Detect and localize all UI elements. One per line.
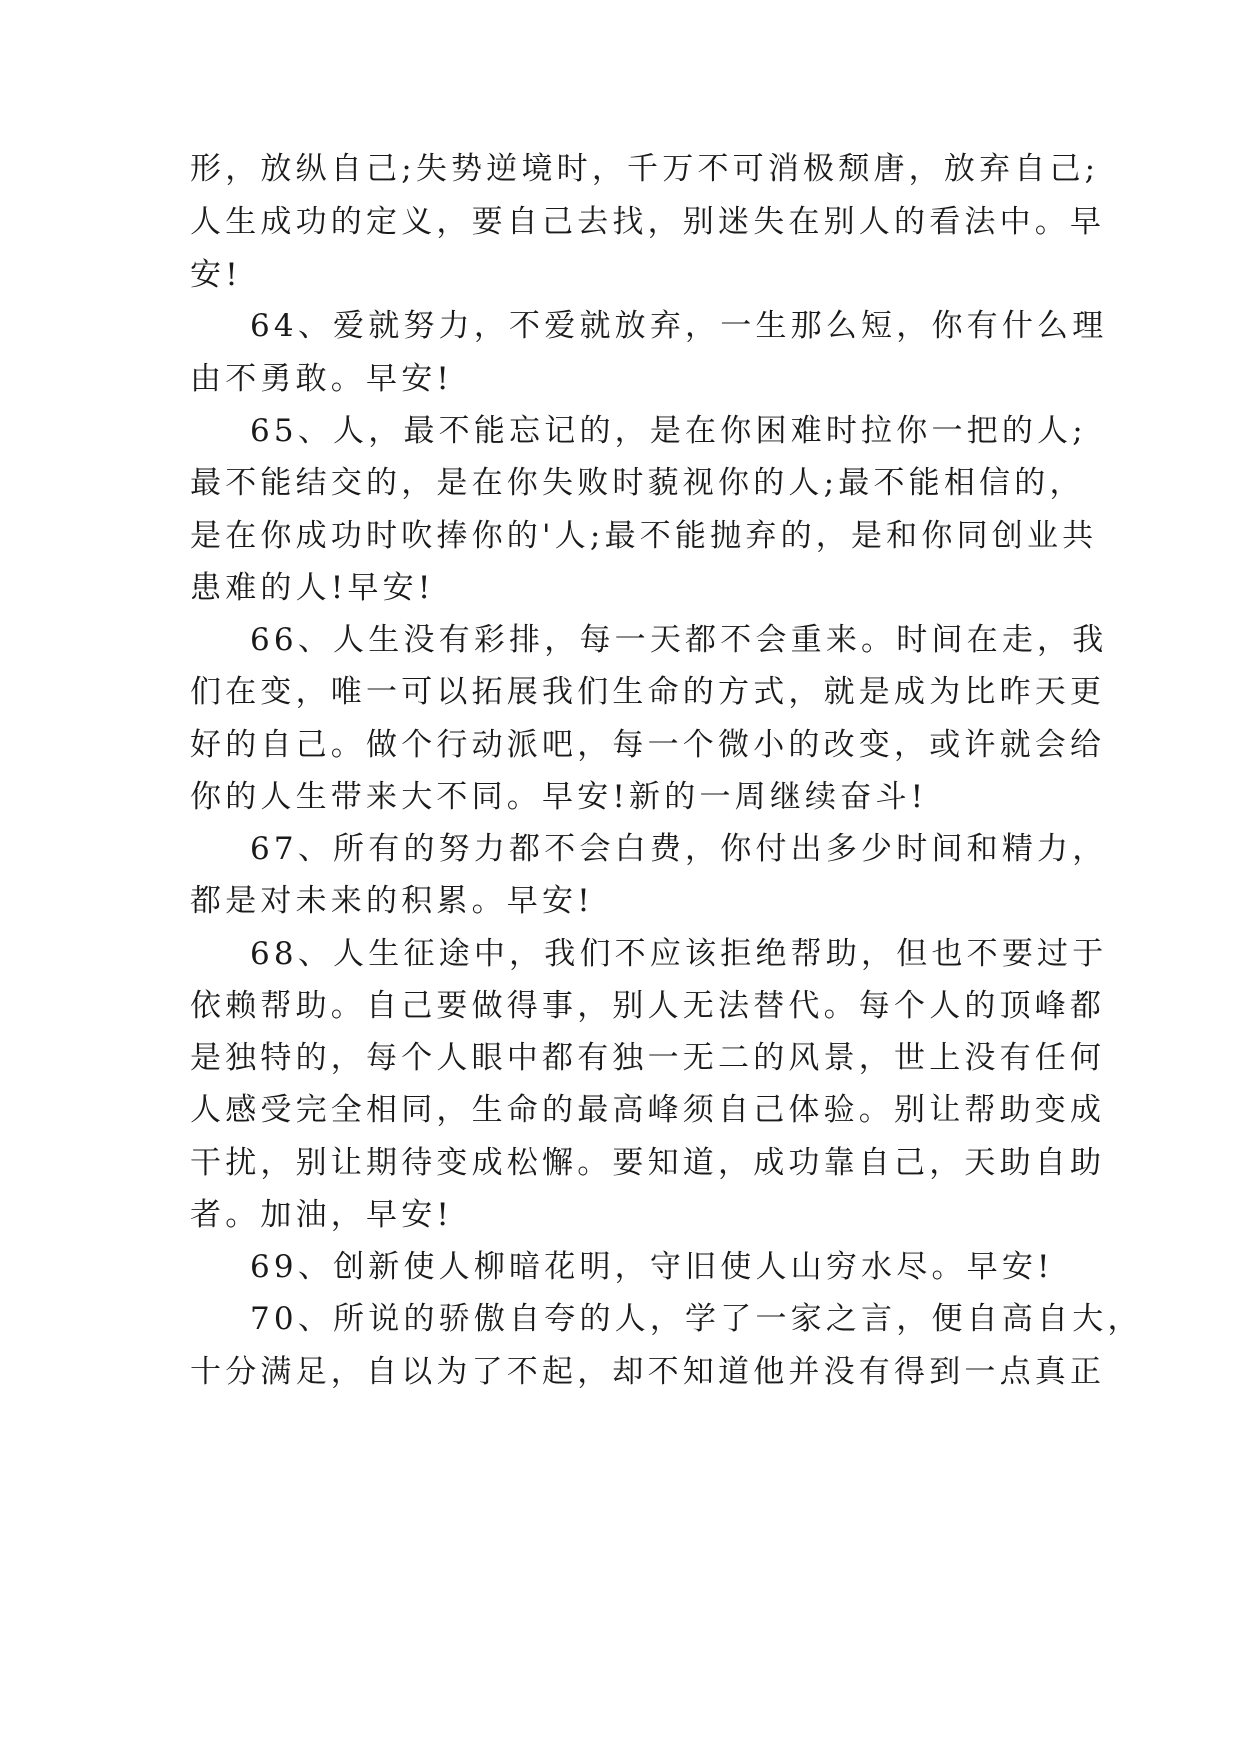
text-line: 们在变，唯一可以拓展我们生命的方式，就是成为比昨天更: [190, 674, 1106, 710]
text-line: 人生成功的定义，要自己去找，别迷失在别人的看法中。早: [190, 204, 1106, 240]
paragraph-65-start: 65、人，最不能忘记的，是在你困难时拉你一把的人;: [250, 413, 1087, 449]
text-line: 最不能结交的，是在你失败时藐视你的人;最不能相信的，: [190, 465, 1085, 501]
paragraph-67-start: 67、所有的努力都不会白费，你付出多少时间和精力，: [250, 831, 1108, 867]
text-line: 者。加油，早安!: [190, 1197, 454, 1233]
paragraph-69-start: 69、创新使人柳暗花明，守旧使人山穷水尽。早安!: [250, 1249, 1054, 1285]
text-line: 依赖帮助。自己要做得事，别人无法替代。每个人的顶峰都: [190, 988, 1106, 1024]
text-line: 是在你成功时吹捧你的'人;最不能抛弃的，是和你同创业共: [190, 518, 1098, 554]
text-line: 十分满足，自以为了不起，却不知道他并没有得到一点真正: [190, 1354, 1106, 1390]
text-line: 是独特的，每个人眼中都有独一无二的风景，世上没有任何: [190, 1040, 1106, 1076]
text-line: 干扰，别让期待变成松懈。要知道，成功靠自己，天助自助: [190, 1145, 1106, 1181]
text-line: 你的人生带来大不同。早安!新的一周继续奋斗!: [190, 779, 928, 815]
paragraph-64-start: 64、爱就努力，不爱就放弃，一生那么短，你有什么理: [250, 308, 1108, 344]
text-line: 人感受完全相同，生命的最高峰须自己体验。别让帮助变成: [190, 1092, 1106, 1128]
text-line: 由不勇敢。早安!: [190, 361, 454, 397]
text-line: 都是对未来的积累。早安!: [190, 883, 594, 919]
paragraph-68-start: 68、人生征途中，我们不应该拒绝帮助，但也不要过于: [250, 936, 1108, 972]
text-line: 形，放纵自己;失势逆境时，千万不可消极颓唐，放弃自己;: [190, 151, 1100, 187]
text-line: 好的自己。做个行动派吧，每一个微小的改变，或许就会给: [190, 727, 1106, 763]
paragraph-66-start: 66、人生没有彩排，每一天都不会重来。时间在走，我: [250, 622, 1108, 658]
text-line: 患难的人!早安!: [190, 570, 435, 606]
text-line: 安!: [190, 257, 242, 293]
paragraph-70-start: 70、所说的骄傲自夸的人，学了一家之言，便自高自大，: [250, 1301, 1143, 1337]
